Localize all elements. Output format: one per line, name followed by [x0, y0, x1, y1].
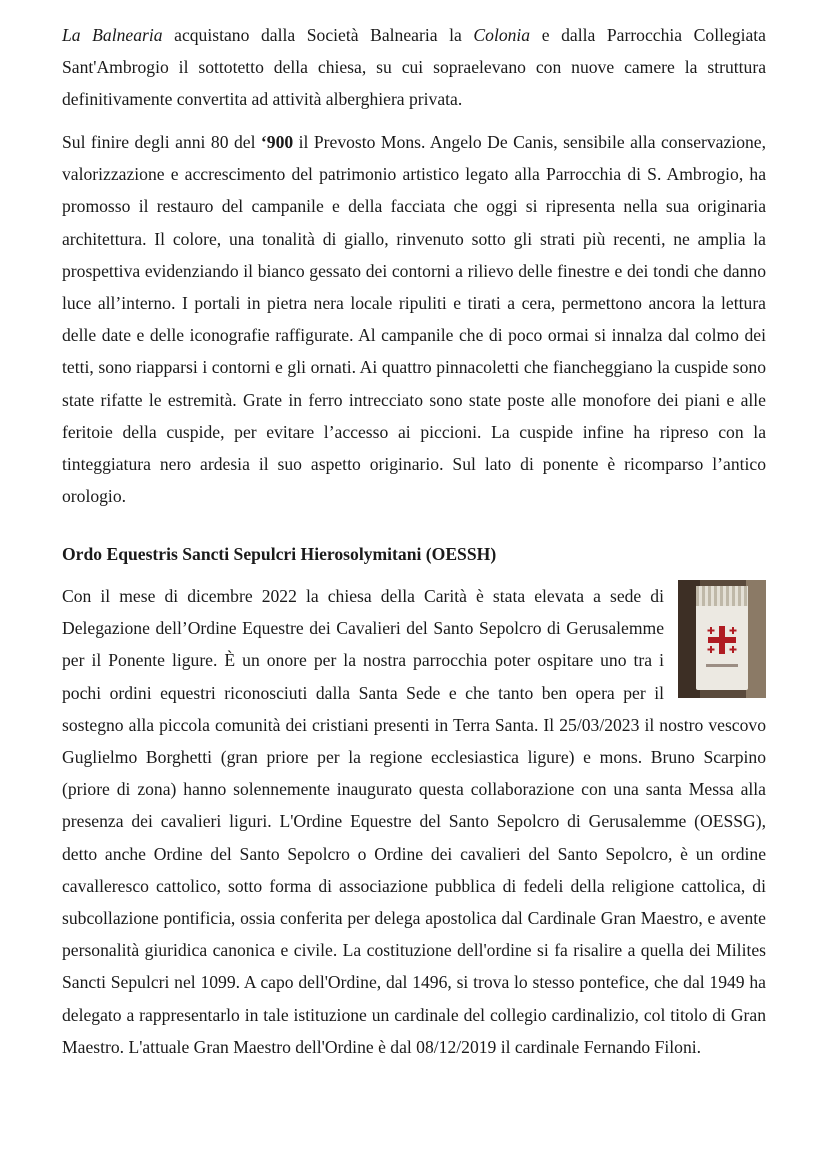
para2-text-a: Sul finire degli anni 80 del — [62, 132, 261, 152]
paragraph-oessh: Con il mese di dicembre 2022 la chiesa della Carità è stata elevata a sede di Delegazione dell’Ordine Equestre dei Cavalieri del Santo Sepolcro di Gerusalemme per il Ponente ligure. È un onore per la nostra parrocchia poter ospitare uno tra i pochi ordini equestri riconosciuti dalla Santa Sede e che tanto ben opera per il sostegno alla piccola comunità dei cristiani presenti in Terra Santa. Il 25/03/2023 il nostro vescovo Guglielmo Borghetti (gran priore per la regione ecclesiastica ligure) e mons. Bruno Scarpino (priore di zona) hanno solennemente inaugurato questa collaborazione con una santa Messa alla presenza dei cavalieri liguri. L'Ordine Equestre del Santo Sepolcro di Gerusalemme (OESSG), detto anche Ordine del Santo Sepolcro o Ordine dei cavalieri del Santo Sepolcro, è un ordine cavalleresco cattolico, sotto forma di associazione pubblica di fedeli della religione cattolica, di subcollazione pontificia, ossia conferita per delega apostolica dal Cardinale Gran Maestro, e avente personalità giuridica canonica e civile. La costituzione dell'ordine si fa risalire a quella dei Milites Sancti Sepulcri nel 1099. A capo dell'Ordine, dal 1496, si trova lo stesso pontefice, che dal 1949 ha delegato a rappresentarlo in tale istituzione un cardinale del collegio cardinalizio, col titolo di Gran Maestro. L'attuale Gran Maestro dell'Ordine è dal 08/12/2019 il cardinale Fernando Filoni. — [62, 586, 766, 1057]
section-heading-oessh: Ordo Equestris Sancti Sepulcri Hierosolymitani (OESSH) — [62, 544, 497, 564]
banner-caption — [706, 664, 738, 667]
para2-text-b: il Prevosto Mons. Angelo De Canis, sensibile alla conservazione, valorizzazione e accrescimento del patrimonio artistico legato alla Parrocchia di S. Ambrogio, ha promosso il restauro del campanile e della facciata che oggi si ripresenta nella sua originaria architettura. Il colore, una tonalità di giallo, rinvenuto sotto gli strati più recenti, ne amplia la prospettiva evidenziando il bianco gessato dei contorni a rilievo delle finestre e dei tondi che danno luce all’interno. I portali in pietra nera locale ripuliti e tirati a cera, permettono ancora la lettura delle date e delle iconografie raffigurate. Al campanile che di poco ormai si innalza dal colmo dei tetti, sono riapparsi i contorni e gli ornati. Ai quattro pinnacoletti che fiancheggiano la cuspide sono state rifatte le estremità. Grate in ferro intrecciato sono state poste alle monofore dei piani e alle feritoie della cuspide, per evitare l’accesso ai piccioni. La cuspide infine ha ripreso con la tinteggiatura nero ardesia il suo aspetto originario. Sul lato di ponente è ricomparso l’antico orologio. — [62, 132, 766, 507]
banner-photo — [678, 580, 766, 698]
paragraph-restauro — [62, 126, 766, 512]
italic-colonia: Colonia — [473, 25, 531, 45]
para1-text-a: acquistano dalla Società Balnearia la — [162, 25, 474, 45]
paragraph-balnearia — [62, 19, 766, 116]
italic-balnearia: La Balnearia — [62, 25, 163, 45]
bold-900: ‘900 — [260, 132, 294, 152]
section-body-wrap — [62, 580, 766, 1063]
jerusalem-cross-icon — [706, 624, 738, 656]
para1-text-b: e dalla Parrocchia Collegiata Sant'Ambrogio il sottotetto della chiesa, su cui sopraelevano con nuove camere la struttura definitivamente convertita ad attività alberghiera privata. — [62, 25, 766, 110]
